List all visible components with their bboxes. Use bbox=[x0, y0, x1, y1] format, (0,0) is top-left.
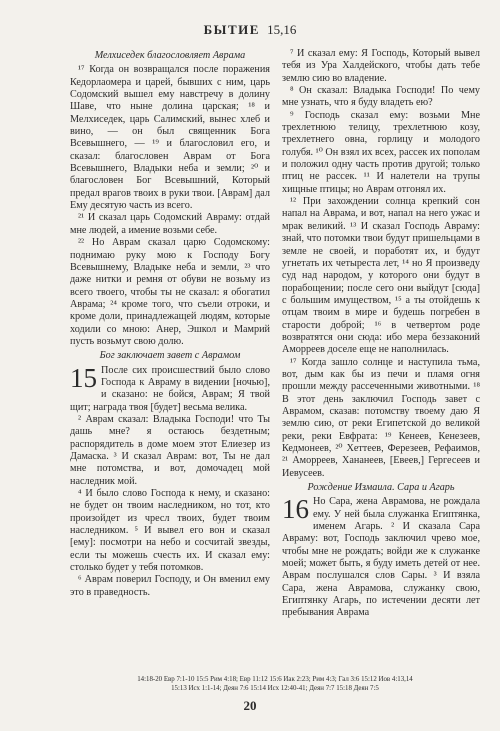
section-heading: Мелхиседек благословляет Аврама bbox=[94, 50, 246, 61]
chapter-number: 16 bbox=[282, 494, 309, 525]
verse-text: Но Сара, жена Аврамова, не рождала ему. У ней была служанка Египтянка, именем Агарь. ² И сказала Сара Авраму: вот, Господь заключил чрево мое, чтобы мне не рождать; войди же к служанке моей; может быть, я буду иметь детей от нее. Аврам послушался слов Сары. ³ И взяла Сара, жена Аврамова, служанку свою, Египтянку Агарь, по истечении десяти лет пребывания Аврама bbox=[282, 496, 480, 619]
verse-paragraph: ⁴ И было слово Господа к нему, и сказано: не будет он твоим наследником, но тот, кто произойдет из чресл твоих, будет твоим наследником. ⁵ И вывел его вон и сказал [ему]: посмотри на небо и сосчитай звезды, если ты можешь счесть их. И сказал ему: столько будет у тебя потомков. bbox=[70, 488, 270, 574]
verse-paragraph: ⁶ Аврам поверил Господу, и Он вменил ему это в праведность. bbox=[70, 574, 270, 598]
book-title: БЫТИЕ bbox=[203, 22, 260, 37]
chapter-range: 15,16 bbox=[267, 22, 297, 37]
verse-paragraph: ⁹ Господь сказал ему: возьми Мне трехлетнюю телицу, трехлетнюю козу, трехлетнего овна, горлицу и молодого голубя. ¹⁰ Он взял их всех, рассек их пополам и положил одну часть против другой; только птиц не рассек. ¹¹ И налетели на трупы хищные птицы; но Аврам отгонял их. bbox=[282, 109, 480, 195]
verse-paragraph: ² Аврам сказал: Владыка Господи! что Ты дашь мне? я остаюсь бездетным; распорядитель в доме моем этот Елиезер из Дамаска. ³ И сказал Аврам: вот, Ты не дал мне потомства, и вот, домочадец мой наследник мой. bbox=[70, 413, 270, 487]
cross-reference-line: 15:13 Исх 1:1-14; Деян 7:6 15:14 Исх 12:40-41; Деян 7:7 15:18 Деян 7:5 bbox=[171, 685, 379, 692]
verse-paragraph: ⁷ И сказал ему: Я Господь, Который вывел тебя из Ура Халдейского, чтобы дать тебе землю сию во владение. bbox=[282, 48, 480, 84]
section-heading: Бог заключает завет с Аврамом bbox=[99, 350, 241, 362]
page-number: 20 bbox=[243, 698, 257, 713]
verse-paragraph: ¹⁷ Когда зашло солнце и наступила тьма, вот, дым как бы из печи и пламя огня прошли между рассеченными животными. ¹⁸ В этот день заключил Господь завет с Аврамом, сказав: потомству твоему даю Я землю сию, от реки Египетской до великой реки, реки Евфрата: ¹⁹ Кенеев, Кенезеев, Кедмонеев, ²⁰ Хеттеев, Ферезеев, Рефаимов, ²¹ Аморреев, Хананеев, [Евеев,] Гергесеев и Иевусеев. bbox=[282, 356, 480, 479]
verse-paragraph: ²¹ И сказал царь Содомский Авраму: отдай мне людей, а имение возьми себе. bbox=[70, 212, 270, 236]
verse-paragraph: ¹⁷ Когда он возвращался после поражения Кедорлаомера и царей, бывших с ним, царь Содомский вышел ему навстречу в долину Шаве, что ныне долина царская; ¹⁸ и Мелхиседек, царь Салимский, вынес хлеб и вино, — он был священник Бога Всевышнего, — ¹⁹ и благословил его, и сказал: благословен Аврам от Бога Всевышнего, Владыки неба и земли; ²⁰ и благословен Бог Всевышний, Который предал врагов твоих в руки твои. [Аврам] дал Ему десятую часть из всего. bbox=[70, 64, 270, 212]
chapter-opening-paragraph bbox=[70, 362, 270, 414]
cross-reference-line: 14:18-20 Евр 7:1-10 15:5 Рим 4:18; Евр 11:12 15:6 Иак 2:23; Рим 4:3; Гал 3:6 15:12 Иов 4:13,14 bbox=[137, 676, 413, 683]
verse-paragraph: ⁸ Он сказал: Владыка Господи! По чему мне узнать, что я буду владеть ею? bbox=[282, 85, 480, 109]
chapter-number: 15 bbox=[70, 362, 97, 393]
right-column bbox=[282, 48, 480, 620]
running-header bbox=[0, 22, 500, 38]
left-column bbox=[70, 48, 270, 599]
chapter-opening-paragraph bbox=[282, 496, 480, 619]
section-heading: Рождение Измаила. Сара и Агарь bbox=[307, 482, 455, 494]
cross-references bbox=[58, 675, 492, 693]
verse-paragraph: ¹² При захождении солнца крепкий сон напал на Аврама, и вот, напал на него ужас и мрак великий. ¹³ И сказал Господь Авраму: знай, что потомки твои будут пришельцами в земле не своей, и поработят их, и будут угнетать их четыреста лет, ¹⁴ но Я произведу суд над народом, у которого они будут в порабощении; после сего они выйдут [сюда] с большим имуществом, ¹⁵ а ты отойдешь к отцам твоим в мире и будешь погребен в старости доброй; ¹⁶ в четвертом роде возвратятся они сюда: ибо мера беззаконий Аморреев доселе еще не наполнилась. bbox=[282, 196, 480, 356]
verse-paragraph: ²² Но Аврам сказал царю Содомскому: поднимаю руку мою к Господу Богу Всевышнему, Владыке неба и земли, ²³ что даже нитки и ремня от обуви не возьму из всего твоего, чтобы ты не сказал: я обогатил Аврама; ²⁴ кроме того, что съели отроки, и кроме доли, принадлежащей людям, которые ходили со мною: Анер, Эшкол и Мамрий пусть возьмут свою долю. bbox=[70, 237, 270, 347]
verse-text: После сих происшествий было слово Господа к Авраму в видении [ночью], и сказано: не бойся, Аврам; Я твой щит; награда твоя [будет] весьма велика. bbox=[70, 364, 270, 413]
